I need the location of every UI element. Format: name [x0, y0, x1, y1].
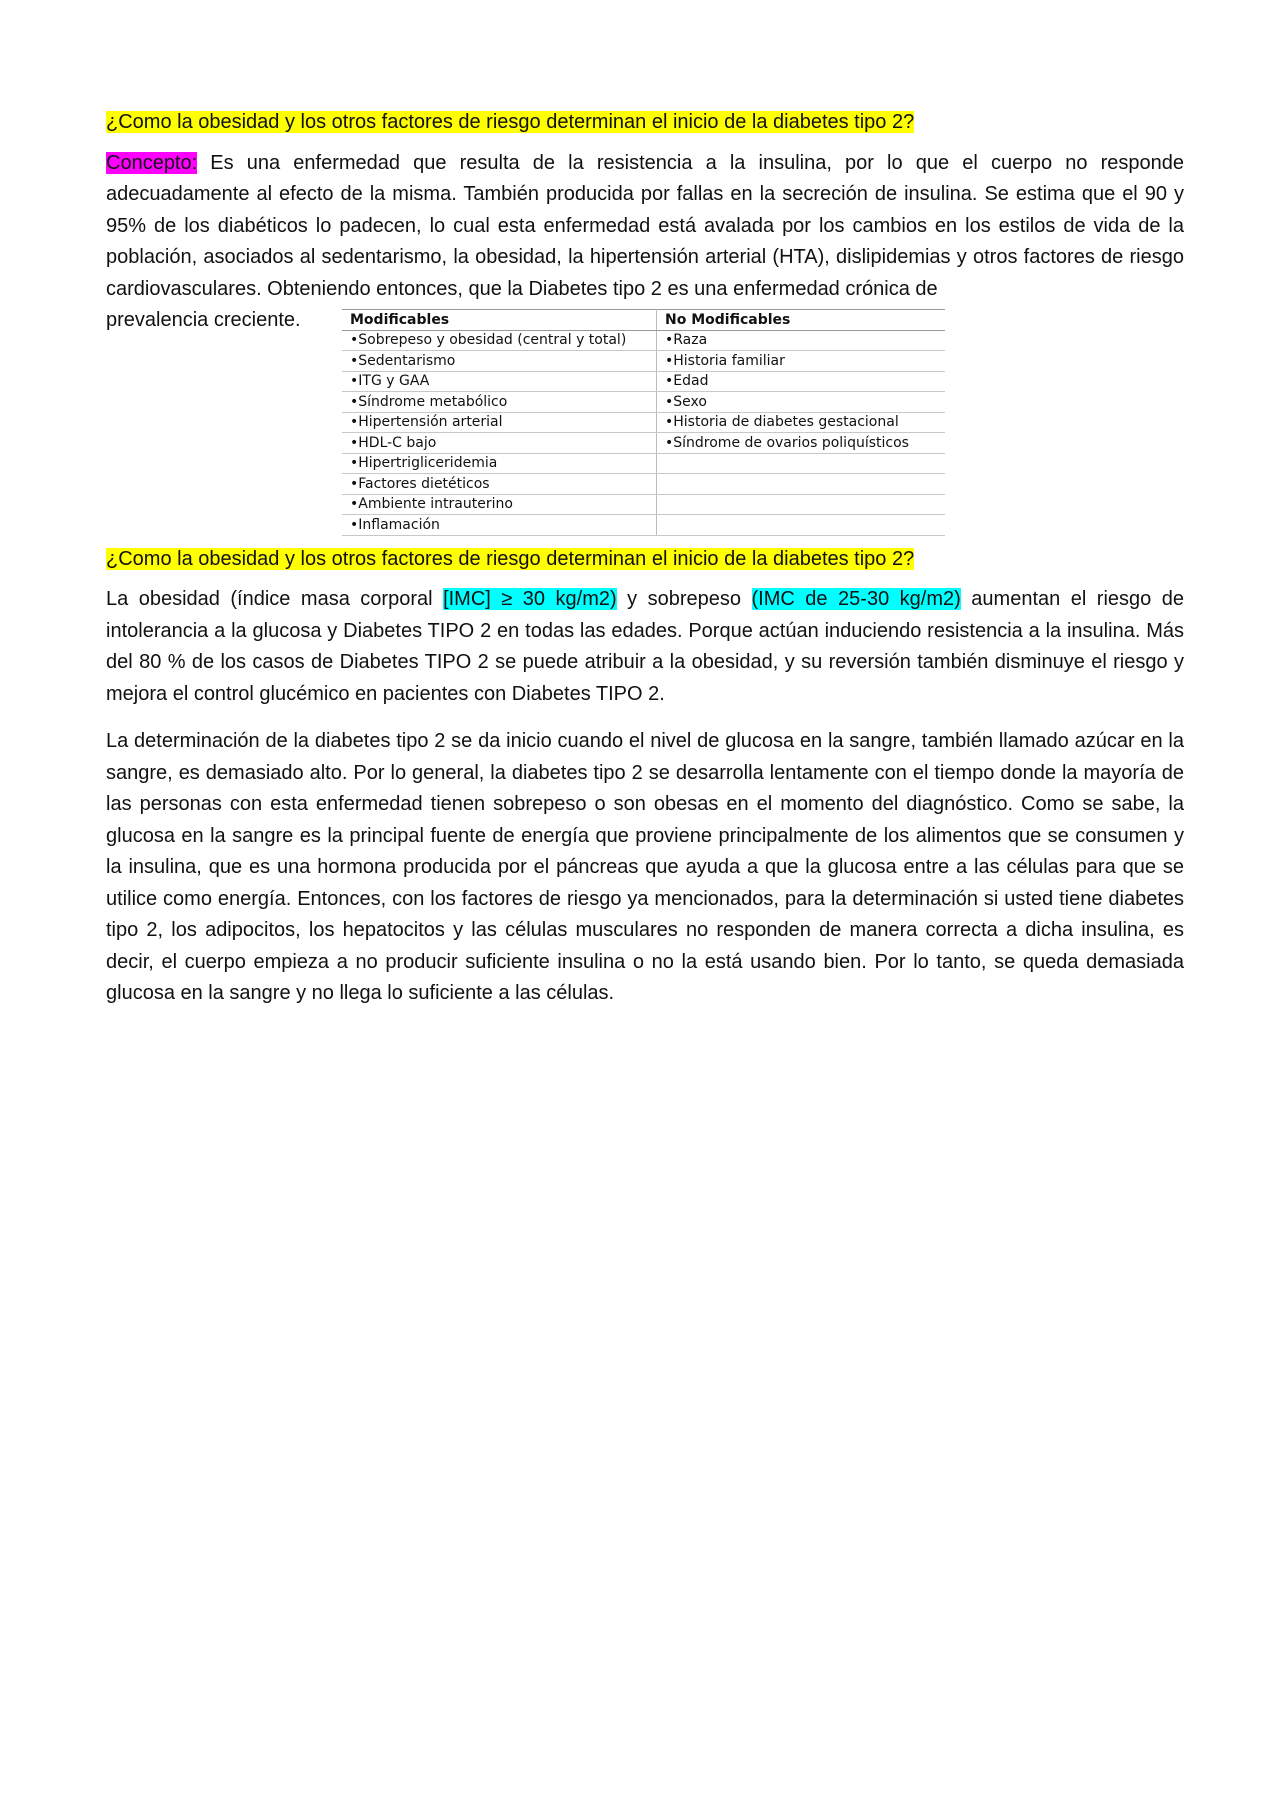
table-row [342, 392, 945, 413]
imc-overweight-highlight: (IMC de 25-30 kg/m2) [751, 588, 961, 610]
non-modifiable-cell [657, 515, 946, 536]
table-row [342, 494, 945, 515]
table-row [342, 412, 945, 433]
non-modifiable-cell: •Síndrome de ovarios poliquísticos [657, 433, 946, 454]
concept-tail-and-table [106, 305, 1184, 536]
modifiable-cell: •Síndrome metabólico [342, 392, 657, 413]
table-row [342, 371, 945, 392]
table-row [342, 433, 945, 454]
obesity-text-2: y sobrepeso [616, 588, 752, 610]
table-row [342, 351, 945, 372]
determination-paragraph: La determinación de la diabetes tipo 2 se da inicio cuando el nivel de glucosa en la sangre, también llamado azúcar en la sangre, es demasiado alto. Por lo general, la diabetes tipo 2 se desarrolla lentamente con el tiempo donde la mayoría de las personas con esta enfermedad tienen sobrepeso o son obesas en el momento del diagnóstico. Como se sabe, la glucosa en la sangre es la principal fuente de energía que proviene principalmente de los alimentos que se consumen y la insulina, que es una hormona producida por el páncreas que ayuda a que la glucosa entre a las células para que se utilice como energía. Entonces, con los factores de riesgo ya mencionados, para la determinación si usted tiene diabetes tipo 2, los adipocitos, los hepatocitos y las células musculares no responden de manera correcta a dicha insulina, es decir, el cuerpo empieza a no producir suficiente insulina o no la está usando bien. Por lo tanto, se queda demasiada glucosa en la sangre y no llega lo suficiente a las células. [106, 730, 1184, 1004]
concept-tail: prevalencia creciente. [106, 309, 301, 331]
risk-table-header-row [342, 310, 945, 331]
obesity-text-3: aumentan el riesgo de intolerancia a la glucosa y Diabetes TIPO 2 en todas las edades. Porque actúan induciendo resistencia a la insulina. Más del 80 % de los casos de Diabetes TIPO 2 se puede atribuir a la obesidad, y su reversión también disminuye el riesgo y mejora el control glucémico en pacientes con Diabetes TIPO 2. [106, 588, 1184, 705]
non-modifiable-cell [657, 453, 946, 474]
concept-text: Es una enfermedad que resulta de la resistencia a la insulina, por lo que el cuerpo no responde adecuadamente al efecto de la misma. También producida por fallas en la secreción de insulina. Se estima que el 90 y 95% de los diabéticos lo padecen, lo cual esta enfermedad está avalada por los cambios en los estilos de vida de la población, asociados al sedentarismo, la obesidad, la hipertensión arterial (HTA), dislipidemias y otros factores de riesgo cardiovasculares. Obteniendo entonces, que la Diabetes tipo 2 es una enfermedad crónica de [106, 151, 1184, 300]
modifiable-cell: •Inflamación [342, 515, 657, 536]
non-modifiable-cell [657, 474, 946, 495]
modifiable-cell: •Hipertensión arterial [342, 412, 657, 433]
non-modifiable-cell: •Historia de diabetes gestacional [657, 412, 946, 433]
non-modifiable-cell: •Sexo [657, 392, 946, 413]
modifiable-cell: •Sobrepeso y obesidad (central y total) [342, 330, 657, 351]
header-non-modifiable: No Modificables [657, 310, 946, 331]
non-modifiable-cell [657, 494, 946, 515]
question-heading-2 [106, 544, 1184, 576]
risk-factors-table [342, 309, 945, 536]
modifiable-cell: •Sedentarismo [342, 351, 657, 372]
modifiable-cell: •Hipertrigliceridemia [342, 453, 657, 474]
table-row [342, 474, 945, 495]
header-modifiable: Modificables [342, 310, 657, 331]
modifiable-cell: •Ambiente intrauterino [342, 494, 657, 515]
question-heading-1 [106, 107, 1184, 139]
modifiable-cell: •Factores dietéticos [342, 474, 657, 495]
question-highlight: ¿Como la obesidad y los otros factores de riesgo determinan el inicio de la diabetes tipo 2? [106, 547, 915, 570]
obesity-paragraph [106, 584, 1184, 710]
non-modifiable-cell: •Edad [657, 371, 946, 392]
non-modifiable-cell: •Raza [657, 330, 946, 351]
modifiable-cell: •ITG y GAA [342, 371, 657, 392]
modifiable-cell: •HDL-C bajo [342, 433, 657, 454]
concept-label: Concepto: [106, 151, 198, 174]
concept-paragraph [106, 148, 1184, 306]
question-highlight: ¿Como la obesidad y los otros factores de riesgo determinan el inicio de la diabetes tipo 2? [106, 111, 915, 133]
imc-obesity-highlight: [IMC] ≥ 30 kg/m2) [443, 588, 617, 610]
table-row [342, 515, 945, 536]
table-row [342, 453, 945, 474]
table-row [342, 330, 945, 351]
non-modifiable-cell: •Historia familiar [657, 351, 946, 372]
obesity-text-1: La obesidad (índice masa corporal [106, 588, 444, 610]
